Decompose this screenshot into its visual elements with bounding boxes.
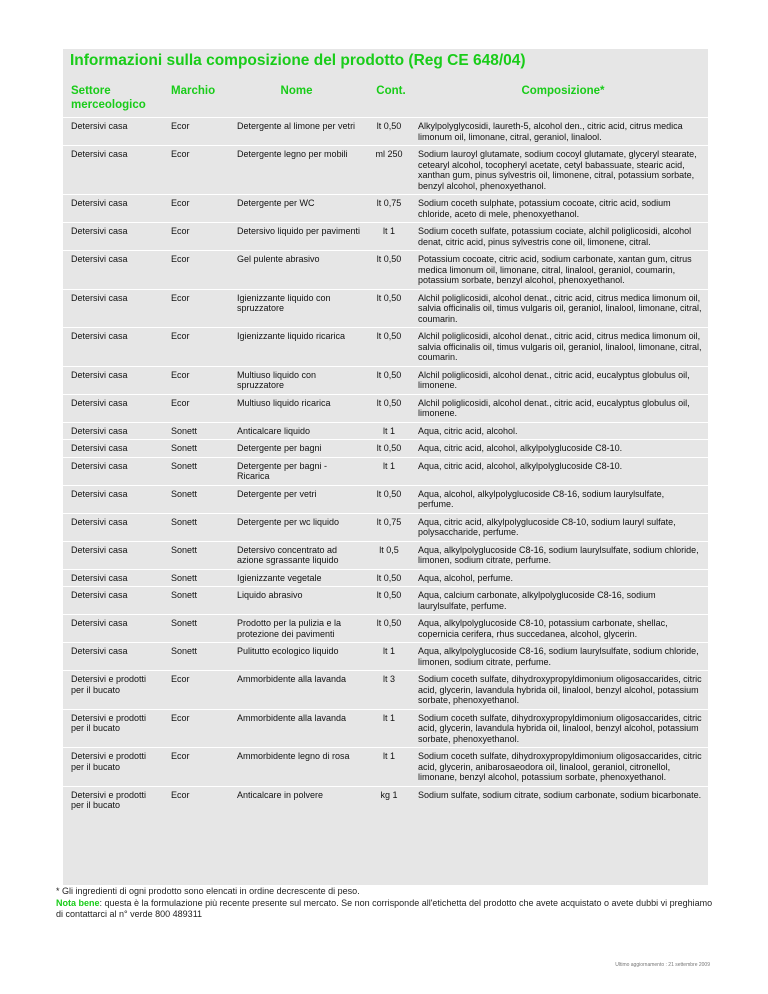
header-nome: Nome bbox=[280, 85, 313, 97]
cell-settore: Detersivi casa bbox=[63, 485, 163, 513]
table-row bbox=[63, 709, 708, 748]
table-row bbox=[63, 513, 708, 541]
cell-settore: Detersivi casa bbox=[63, 513, 163, 541]
cell-marchio: Sonett bbox=[163, 422, 229, 440]
cell-settore: Detersivi casa bbox=[63, 289, 163, 328]
page-title: Informazioni sulla composizione del prodotto (Reg CE 648/04) bbox=[70, 52, 526, 69]
table-row bbox=[63, 541, 708, 569]
table-row bbox=[63, 748, 708, 787]
cell-marchio: Ecor bbox=[163, 786, 229, 814]
cell-cont: lt 0,50 bbox=[364, 251, 414, 290]
cell-nome: Igienizzante liquido con spruzzatore bbox=[229, 289, 364, 328]
cell-composizione: Sodium lauroyl glutamate, sodium cocoyl glutamate, glyceryl stearate, cetearyl alcohol, tocopheryl acetate, cetyl babassuate, stearic acid, xanthan gum, pinus sylvestris oil, limonene, citral, potassium sorbate, benzyl alcohol, phenoxyethanol. bbox=[414, 146, 708, 195]
cell-cont: lt 1 bbox=[364, 457, 414, 485]
cell-settore: Detersivi casa bbox=[63, 223, 163, 251]
cell-cont: lt 0,50 bbox=[364, 485, 414, 513]
cell-marchio: Ecor bbox=[163, 748, 229, 787]
cell-settore: Detersivi casa bbox=[63, 394, 163, 422]
cell-composizione: Aqua, alcohol, alkylpolyglucoside C8-16, sodium laurylsulfate, perfume. bbox=[414, 485, 708, 513]
table-body bbox=[63, 118, 708, 814]
cell-nome: Gel pulente abrasivo bbox=[229, 251, 364, 290]
cell-marchio: Sonett bbox=[163, 643, 229, 671]
cell-nome: Multiuso liquido ricarica bbox=[229, 394, 364, 422]
cell-cont: lt 0,5 bbox=[364, 541, 414, 569]
cell-nome: Ammorbidente alla lavanda bbox=[229, 671, 364, 710]
cell-marchio: Sonett bbox=[163, 513, 229, 541]
cell-nome: Detergente per bagni - Ricarica bbox=[229, 457, 364, 485]
cell-nome: Ammorbidente alla lavanda bbox=[229, 709, 364, 748]
cell-settore: Detersivi e prodotti per il bucato bbox=[63, 748, 163, 787]
cell-cont: lt 0,50 bbox=[364, 440, 414, 458]
cell-composizione: Aqua, citric acid, alcohol. bbox=[414, 422, 708, 440]
cell-marchio: Sonett bbox=[163, 457, 229, 485]
composition-table bbox=[63, 80, 708, 814]
cell-composizione: Sodium coceth sulfate, dihydroxypropyldimonium oligosaccarides, citric acid, glycerin, lavandula hybrida oil, linalool, benzyl alcohol, potassium sorbate, phenoxyethanol. bbox=[414, 671, 708, 710]
cell-nome: Liquido abrasivo bbox=[229, 587, 364, 615]
header-settore: Settore merceologico bbox=[71, 85, 146, 111]
nota-bene-label: Nota bene bbox=[56, 897, 100, 908]
nota-bene-text: : questa è la formulazione più recente presente sul mercato. Se non corrisponde all'etichetta del prodotto che avete acquistato o avete dubbi vi preghiamo di contattarci al n° verde 800 489311 bbox=[56, 897, 713, 919]
header-composizione: Composizione* bbox=[521, 85, 605, 97]
cell-nome: Ammorbidente legno di rosa bbox=[229, 748, 364, 787]
footnote: * Gli ingredienti di ogni prodotto sono elencati in ordine decrescente di peso. bbox=[56, 886, 360, 896]
table-row bbox=[63, 587, 708, 615]
cell-marchio: Ecor bbox=[163, 328, 229, 367]
cell-nome: Pulitutto ecologico liquido bbox=[229, 643, 364, 671]
cell-cont: lt 1 bbox=[364, 223, 414, 251]
header-cont: Cont. bbox=[376, 85, 406, 97]
table-row bbox=[63, 328, 708, 367]
cell-nome: Prodotto per la pulizia e la protezione dei pavimenti bbox=[229, 615, 364, 643]
cell-cont: lt 0,50 bbox=[364, 118, 414, 146]
cell-nome: Detersivo concentrato ad azione sgrassante liquido bbox=[229, 541, 364, 569]
cell-marchio: Sonett bbox=[163, 541, 229, 569]
cell-composizione: Aqua, citric acid, alcohol, alkylpolyglucoside C8-10. bbox=[414, 457, 708, 485]
cell-cont: lt 0,50 bbox=[364, 615, 414, 643]
cell-composizione: Aqua, alcohol, perfume. bbox=[414, 569, 708, 587]
table-header-row bbox=[63, 80, 708, 118]
cell-settore: Detersivi e prodotti per il bucato bbox=[63, 786, 163, 814]
cell-nome: Detergente per bagni bbox=[229, 440, 364, 458]
cell-settore: Detersivi casa bbox=[63, 422, 163, 440]
cell-composizione: Alchil poliglicosidi, alcohol denat., citric acid, eucalyptus globulus oil, limonene. bbox=[414, 366, 708, 394]
cell-marchio: Ecor bbox=[163, 289, 229, 328]
cell-cont: lt 0,50 bbox=[364, 289, 414, 328]
table-row bbox=[63, 786, 708, 814]
table-row bbox=[63, 195, 708, 223]
cell-nome: Detergente per wc liquido bbox=[229, 513, 364, 541]
cell-nome: Anticalcare liquido bbox=[229, 422, 364, 440]
cell-nome: Anticalcare in polvere bbox=[229, 786, 364, 814]
cell-marchio: Ecor bbox=[163, 251, 229, 290]
cell-settore: Detersivi e prodotti per il bucato bbox=[63, 709, 163, 748]
cell-cont: lt 0,50 bbox=[364, 394, 414, 422]
table-row bbox=[63, 440, 708, 458]
cell-cont: lt 3 bbox=[364, 671, 414, 710]
cell-cont: lt 1 bbox=[364, 709, 414, 748]
cell-marchio: Ecor bbox=[163, 366, 229, 394]
header-marchio: Marchio bbox=[171, 85, 216, 97]
cell-nome: Detergente legno per mobili bbox=[229, 146, 364, 195]
cell-cont: lt 0,50 bbox=[364, 587, 414, 615]
cell-cont: kg 1 bbox=[364, 786, 414, 814]
cell-marchio: Sonett bbox=[163, 615, 229, 643]
footer-notes bbox=[56, 886, 716, 921]
table-row bbox=[63, 289, 708, 328]
cell-cont: lt 0,50 bbox=[364, 569, 414, 587]
cell-nome: Detergente per vetri bbox=[229, 485, 364, 513]
cell-nome: Detersivo liquido per pavimenti bbox=[229, 223, 364, 251]
cell-composizione: Aqua, citric acid, alkylpolyglucoside C8-10, sodium lauryl sulfate, polysaccharide, perfume. bbox=[414, 513, 708, 541]
cell-composizione: Sodium coceth sulphate, potassium cocoate, citric acid, sodium chloride, aceto di mele, phenoxyethanol. bbox=[414, 195, 708, 223]
cell-cont: lt 0,50 bbox=[364, 328, 414, 367]
cell-settore: Detersivi casa bbox=[63, 440, 163, 458]
cell-cont: ml 250 bbox=[364, 146, 414, 195]
cell-settore: Detersivi casa bbox=[63, 366, 163, 394]
cell-composizione: Aqua, alkylpolyglucoside C8-16, sodium laurylsulfate, sodium chloride, limonen, sodium citrate, perfume. bbox=[414, 541, 708, 569]
cell-marchio: Ecor bbox=[163, 223, 229, 251]
cell-nome: Igienizzante vegetale bbox=[229, 569, 364, 587]
table-row bbox=[63, 366, 708, 394]
cell-cont: lt 1 bbox=[364, 748, 414, 787]
cell-composizione: Alchil poliglicosidi, alcohol denat., citric acid, citrus medica limonum oil, salvia officinalis oil, timus vulgaris oil, geraniol, linalool, limonane, citral, coumarin. bbox=[414, 328, 708, 367]
cell-cont: lt 0,75 bbox=[364, 195, 414, 223]
table-row bbox=[63, 146, 708, 195]
cell-nome: Detergente per WC bbox=[229, 195, 364, 223]
table-row bbox=[63, 671, 708, 710]
cell-settore: Detersivi casa bbox=[63, 251, 163, 290]
cell-cont: lt 1 bbox=[364, 422, 414, 440]
cell-composizione: Alchil poliglicosidi, alcohol denat., citric acid, citrus medica limonum oil, salvia officinalis oil, timus vulgaris oil, geraniol, linalool, limonane, citral, coumarin. bbox=[414, 289, 708, 328]
table-row bbox=[63, 394, 708, 422]
cell-marchio: Ecor bbox=[163, 671, 229, 710]
cell-settore: Detersivi casa bbox=[63, 457, 163, 485]
cell-composizione: Aqua, alkylpolyglucoside C8-10, potassium carbonate, shellac, copernicia cerifera, rhus succedanea, alcohol, glycerin. bbox=[414, 615, 708, 643]
cell-settore: Detersivi casa bbox=[63, 328, 163, 367]
cell-cont: lt 0,50 bbox=[364, 366, 414, 394]
cell-composizione: Aqua, citric acid, alcohol, alkylpolyglucoside C8-10. bbox=[414, 440, 708, 458]
cell-marchio: Sonett bbox=[163, 587, 229, 615]
cell-composizione: Sodium coceth sulfate, dihydroxypropyldimonium oligosaccarides, citric acid, glycerin, lavandula hybrida oil, linalool, benzyl alcohol, potassium sorbate, phenoxyethanol. bbox=[414, 709, 708, 748]
cell-marchio: Ecor bbox=[163, 709, 229, 748]
cell-composizione: Alkylpolyglycosidi, laureth-5, alcohol den., citric acid, citrus medica limonum oil, limonane, citral, geraniol, linalool. bbox=[414, 118, 708, 146]
cell-nome: Detergente al limone per vetri bbox=[229, 118, 364, 146]
cell-marchio: Ecor bbox=[163, 195, 229, 223]
cell-cont: lt 0,75 bbox=[364, 513, 414, 541]
cell-settore: Detersivi casa bbox=[63, 541, 163, 569]
cell-nome: Multiuso liquido con spruzzatore bbox=[229, 366, 364, 394]
cell-composizione: Potassium cocoate, citric acid, sodium carbonate, xantan gum, citrus medica limonum oil, limonane, citral, linalool, geraniol, coumarin, potassium sorbate, benzyl alcohol, phenoxyethanol. bbox=[414, 251, 708, 290]
cell-cont: lt 1 bbox=[364, 643, 414, 671]
cell-settore: Detersivi casa bbox=[63, 587, 163, 615]
cell-settore: Detersivi casa bbox=[63, 569, 163, 587]
cell-marchio: Sonett bbox=[163, 569, 229, 587]
cell-nome: Igienizzante liquido ricarica bbox=[229, 328, 364, 367]
table-row bbox=[63, 251, 708, 290]
cell-composizione: Aqua, calcium carbonate, alkylpolyglucoside C8-16, sodium laurylsulfate, perfume. bbox=[414, 587, 708, 615]
cell-composizione: Aqua, alkylpolyglucoside C8-16, sodium laurylsulfate, sodium chloride, limonen, sodium citrate, perfume. bbox=[414, 643, 708, 671]
cell-composizione: Sodium coceth sulfate, dihydroxypropyldimonium oligosaccarides, citric acid, glycerin, anibarosaeodora oil, linalool, geraniol, citronellol, limonane, benzyl alcohol, potassium sorbate, phenoxyethanol. bbox=[414, 748, 708, 787]
last-update: Ultimo aggiornamento : 21 settembre 2009 bbox=[615, 962, 710, 968]
cell-settore: Detersivi e prodotti per il bucato bbox=[63, 671, 163, 710]
cell-composizione: Sodium coceth sulfate, potassium cociate, alchil poliglicosidi, alcohol denat, citric acid, pinus sylvestris cone oil, limonene, citral. bbox=[414, 223, 708, 251]
table-row bbox=[63, 223, 708, 251]
table-row bbox=[63, 485, 708, 513]
table-row bbox=[63, 569, 708, 587]
cell-composizione: Alchil poliglicosidi, alcohol denat., citric acid, eucalyptus globulus oil, limonene. bbox=[414, 394, 708, 422]
cell-marchio: Ecor bbox=[163, 118, 229, 146]
cell-marchio: Ecor bbox=[163, 146, 229, 195]
cell-settore: Detersivi casa bbox=[63, 195, 163, 223]
cell-settore: Detersivi casa bbox=[63, 146, 163, 195]
table-row bbox=[63, 118, 708, 146]
cell-marchio: Sonett bbox=[163, 485, 229, 513]
cell-composizione: Sodium sulfate, sodium citrate, sodium carbonate, sodium bicarbonate. bbox=[414, 786, 708, 814]
cell-settore: Detersivi casa bbox=[63, 643, 163, 671]
cell-marchio: Ecor bbox=[163, 394, 229, 422]
cell-settore: Detersivi casa bbox=[63, 615, 163, 643]
table-row bbox=[63, 422, 708, 440]
table-row bbox=[63, 643, 708, 671]
table-row bbox=[63, 615, 708, 643]
table-row bbox=[63, 457, 708, 485]
cell-marchio: Sonett bbox=[163, 440, 229, 458]
cell-settore: Detersivi casa bbox=[63, 118, 163, 146]
